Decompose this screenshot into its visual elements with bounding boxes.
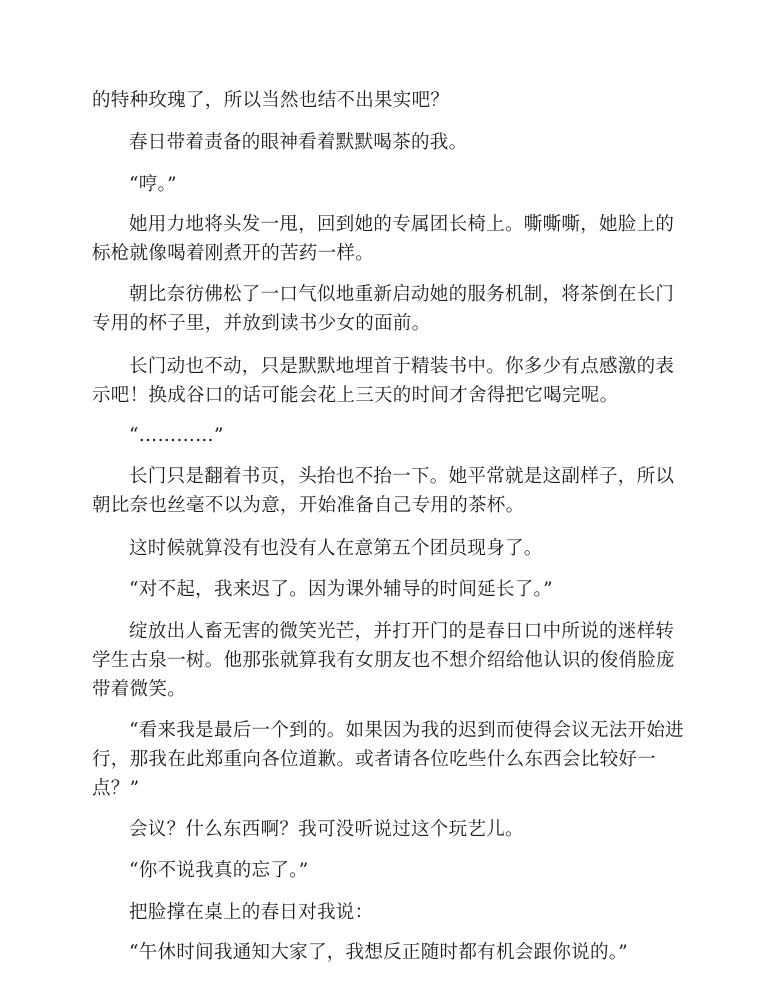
paragraph-text: “对不起，我来迟了。因为课外辅导的时间延长了。” bbox=[129, 579, 553, 600]
paragraph-text: “午休时间我通知大家了，我想反正随时都有机会跟你说的。” bbox=[129, 942, 629, 963]
paragraph-5 bbox=[92, 280, 688, 338]
paragraph-6 bbox=[92, 352, 688, 410]
paragraph-text: “看来我是最后一个到的。如果因为我的迟到而使得会议无法开始进行，那我在此郑重向各位道歉。或者请各位吃些什么东西会比较好一点？” bbox=[92, 720, 684, 799]
paragraph-11 bbox=[92, 617, 688, 704]
paragraph-2 bbox=[92, 128, 688, 157]
paragraph-4 bbox=[92, 210, 688, 268]
paragraph-text: “你不说我真的忘了。” bbox=[129, 860, 309, 881]
paragraph-text: 会议？什么东西啊？我可没听说过这个玩艺儿。 bbox=[129, 819, 524, 840]
paragraph-13 bbox=[92, 815, 688, 844]
paragraph-3 bbox=[92, 170, 688, 199]
paragraph-text: 朝比奈彷佛松了一口气似地重新启动她的服务机制，将茶倒在长门专用的杯子里，并放到读书少女的面前。 bbox=[92, 284, 675, 334]
paragraph-text: 这时候就算没有也没有人在意第五个团员现身了。 bbox=[129, 538, 543, 559]
paragraph-1 bbox=[92, 86, 688, 115]
paragraph-text: 的特种玫瑰了，所以当然也结不出果实吧？ bbox=[92, 90, 450, 111]
paragraph-7 bbox=[92, 421, 688, 450]
paragraph-text: 长门只是翻着书页，头抬也不抬一下。她平常就是这副样子，所以朝比奈也丝毫不以为意，开始准备自己专用的茶杯。 bbox=[92, 466, 675, 516]
paragraph-9 bbox=[92, 534, 688, 563]
paragraph-8 bbox=[92, 462, 688, 520]
paragraph-10 bbox=[92, 575, 688, 604]
paragraph-14 bbox=[92, 856, 688, 885]
paragraph-15 bbox=[92, 898, 688, 927]
paragraph-text: 把脸撑在桌上的春日对我说： bbox=[129, 902, 374, 923]
paragraph-16 bbox=[92, 938, 688, 967]
paragraph-text: 春日带着责备的眼神看着默默喝茶的我。 bbox=[129, 132, 468, 153]
paragraph-text: “哼。” bbox=[129, 174, 177, 195]
paragraph-12 bbox=[92, 716, 688, 803]
paragraph-text: “…………” bbox=[129, 425, 224, 446]
paragraph-text: 绽放出人畜无害的微笑光芒，并打开门的是春日口中所说的迷样转学生古泉一树。他那张就算我有女朋友也不想介绍给他认识的俊俏脸庞带着微笑。 bbox=[92, 621, 675, 700]
paragraph-text: 长门动也不动，只是默默地埋首于精装书中。你多少有点感激的表示吧！换成谷口的话可能会花上三天的时间才舍得把它喝完呢。 bbox=[92, 356, 675, 406]
paragraph-text: 她用力地将头发一甩，回到她的专属团长椅上。嘶嘶嘶，她脸上的标枪就像喝着刚煮开的苦药一样。 bbox=[92, 214, 675, 264]
